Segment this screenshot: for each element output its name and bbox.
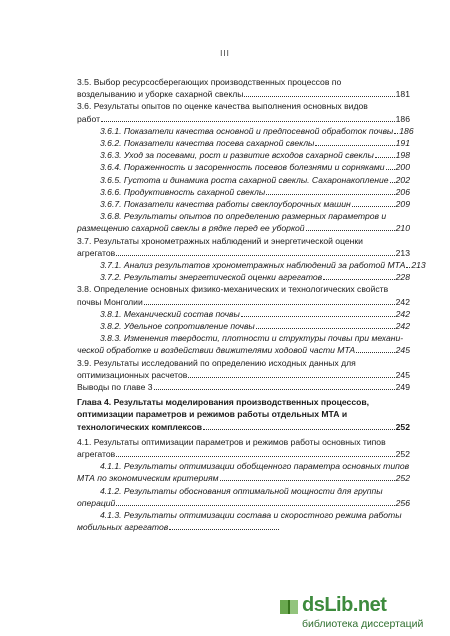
- toc-entry-text: 3.8.2. Удельное сопротивление почвы: [100, 321, 255, 331]
- toc-page-number: 213: [411, 260, 426, 270]
- toc-entry-text: 3.6.3. Уход за посевами, рост и развитие всходов сахарной свеклы: [100, 150, 374, 161]
- toc-entry-text: 3.8.1. Механический состав почвы: [100, 308, 240, 319]
- toc-entry-text: 3.7.2. Результаты энергетической оценки агрегатов: [100, 272, 323, 283]
- dot-leader: [352, 206, 395, 207]
- toc-entry-text: работ: [77, 113, 101, 124]
- toc-entry-text: 4.1. Результаты оптимизации параметров и режимов работы основных типов: [77, 436, 386, 447]
- toc-page-number: 256: [395, 497, 410, 508]
- toc-page-number: 242: [395, 321, 410, 331]
- toc-page-number: 242: [395, 308, 410, 319]
- toc-entry-text: почвы Монголии: [77, 296, 143, 307]
- toc-entry-text: Глава 4. Результаты моделирования производственных процессов,: [77, 397, 370, 408]
- dot-leader: [169, 529, 279, 530]
- toc-entry-text: операций: [77, 497, 116, 508]
- toc-entry-text: размещению сахарной свеклы в рядке перед ее уборкой: [77, 223, 305, 234]
- watermark-subtitle: библиотека диссертаций: [302, 618, 424, 630]
- toc-page-number: 202: [395, 174, 410, 185]
- toc-page-number: 210: [395, 223, 410, 234]
- toc-page-number: 181: [395, 89, 410, 100]
- dot-leader: [220, 480, 395, 481]
- toc-entry-text: оптимизации параметров и режимов работы отдельных МТА и: [77, 409, 348, 420]
- toc-entry-text: МТА по экономическим критериям: [77, 473, 219, 484]
- toc-entry-text: возделыванию и уборке сахарной свеклы: [77, 89, 244, 100]
- dot-leader: [144, 304, 395, 305]
- dot-leader: [116, 255, 394, 256]
- dot-leader: [394, 133, 398, 134]
- toc-entry-text: 3.6.5. Густота и динамика роста сахарной свеклы. Сахаронакопление: [100, 174, 389, 185]
- toc-entry-text: мобильных агрегатов: [77, 522, 169, 533]
- toc-entry-text: 3.6. Результаты опытов по оценке качества выполнения основных видов: [77, 101, 368, 112]
- toc-entry-text: 4.1.3. Результаты оптимизации состава и скоростного режима работы: [100, 510, 402, 520]
- book-icon: [278, 596, 300, 618]
- dot-leader: [406, 267, 410, 268]
- toc-entry-text: агрегатов: [77, 449, 116, 459]
- toc-entry-text: технологических комплексов: [77, 421, 203, 432]
- toc-page-number: 245: [395, 345, 410, 356]
- dot-leader: [356, 352, 395, 353]
- dot-leader: [203, 429, 395, 430]
- dot-leader: [266, 194, 394, 195]
- toc-entry-text: 3.7. Результаты хронометражных наблюдений и энергетической оценки: [77, 235, 363, 246]
- dot-leader: [116, 505, 394, 506]
- toc-page-number: 242: [395, 296, 410, 307]
- toc-page-number: 252: [395, 473, 410, 484]
- toc-page-number: 186: [395, 113, 410, 124]
- dot-leader: [154, 389, 395, 390]
- toc-entry-text: 4.1.1. Результаты оптимизации обобщенного параметра основных типов: [100, 461, 410, 472]
- toc-page-number: 186: [399, 125, 414, 136]
- toc-entry-text: 3.9. Результаты исследований по определению исходных данных для: [77, 357, 356, 368]
- toc-entry-text: 3.6.8. Результаты опытов по определению размерных параметров и: [100, 211, 387, 222]
- toc-entry-text: 3.8.3. Изменения твердости, плотности и структуры почвы при механи-: [100, 333, 404, 344]
- toc-entry-text: 3.7.1. Анализ результатов хронометражных наблюдений за работой МТА: [100, 260, 406, 270]
- dot-leader: [256, 328, 395, 329]
- toc-page-number: 191: [395, 138, 410, 148]
- dot-leader: [306, 230, 395, 231]
- page-number: III: [220, 49, 230, 58]
- toc-entry-text: Выводы по главе 3: [77, 382, 153, 392]
- toc-entry-text: 3.6.2. Показатели качества посева сахарной свеклы: [100, 138, 315, 148]
- toc-entry-text: 3.6.6. Продуктивность сахарной свеклы: [100, 186, 266, 197]
- dot-leader: [244, 96, 394, 97]
- toc-page-number: 245: [395, 369, 410, 380]
- toc-entry-text: ческой обработке и воздействии движителями ходовой части МТА: [77, 345, 356, 356]
- toc-entry-text: 3.6.4. Пораженность и засоренность посевов болезнями и сорняками: [100, 162, 385, 173]
- toc-page-number: 209: [395, 199, 410, 209]
- dot-leader: [116, 456, 394, 457]
- dot-leader: [375, 157, 395, 158]
- toc-entry-text: 3.6.7. Показатели качества работы свеклоуборочных машин: [100, 199, 351, 209]
- watermark-logo: dsLib.net: [302, 594, 387, 616]
- toc-page-number: 213: [395, 247, 410, 258]
- toc-entry-text: 3.8. Определение основных физико-механических и технологических свойств: [77, 284, 389, 295]
- dot-leader: [323, 279, 395, 280]
- toc-page-number: 228: [395, 272, 410, 283]
- dot-leader: [315, 145, 394, 146]
- toc-page-number: 252: [395, 421, 410, 432]
- toc-entry-text: 3.5. Выбор ресурсосберегающих производственных процессов по: [77, 77, 342, 87]
- toc-page-number: 206: [395, 186, 410, 197]
- watermark: [302, 592, 448, 632]
- toc-page-number: 249: [395, 382, 410, 392]
- dot-leader: [101, 121, 395, 122]
- toc-entry-text: агрегатов: [77, 247, 116, 258]
- toc-page-number: 200: [395, 162, 410, 173]
- dot-leader: [386, 169, 395, 170]
- toc-entry-text: 3.6.1. Показатели качества основной и предпосевной обработок почвы: [100, 125, 394, 136]
- toc-page-number: 252: [395, 449, 410, 459]
- toc-entry-text: 4.1.2. Результаты обоснования оптимальной мощности для группы: [100, 485, 383, 496]
- toc-entry-text: оптимизационных расчетов: [77, 369, 188, 380]
- toc-page-number: 198: [395, 150, 410, 161]
- dot-leader: [390, 182, 395, 183]
- dot-leader: [188, 377, 394, 378]
- dot-leader: [241, 316, 395, 317]
